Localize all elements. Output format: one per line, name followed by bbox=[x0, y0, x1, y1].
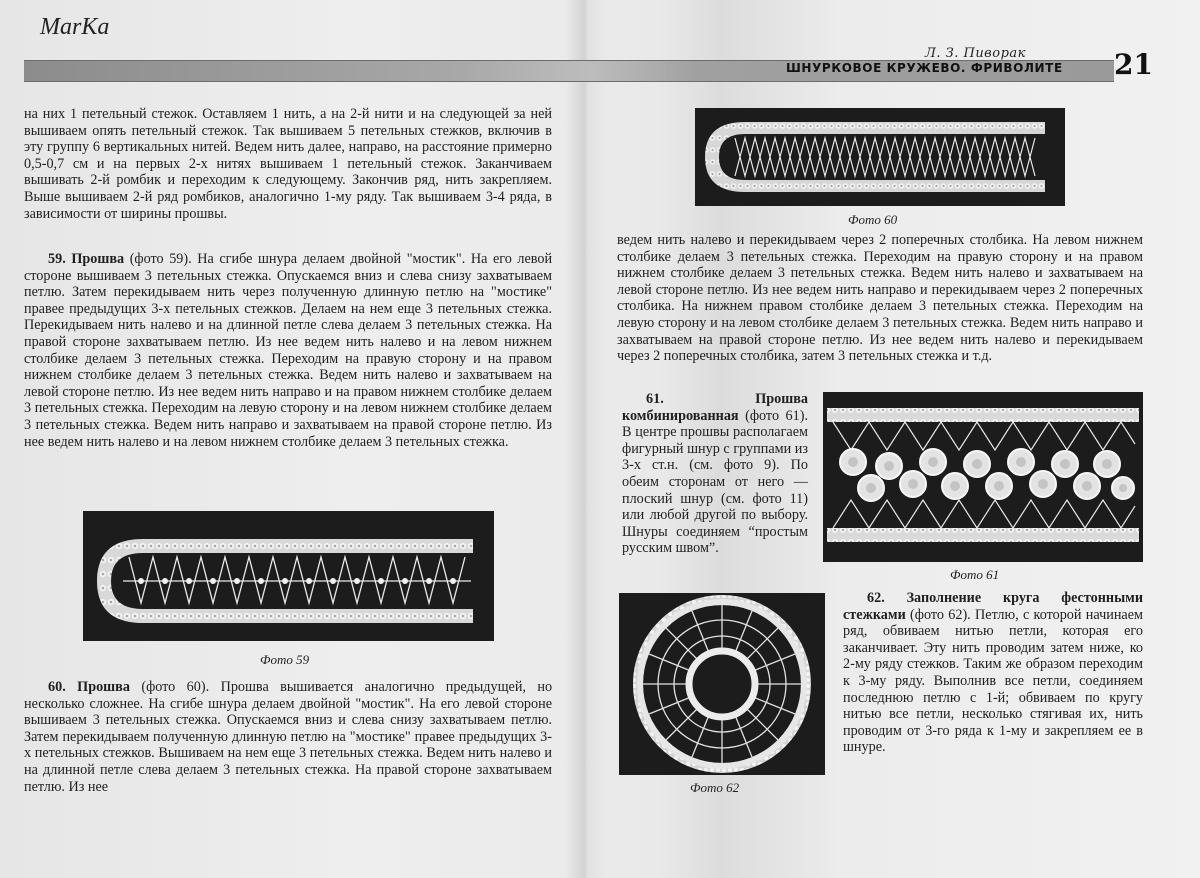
photo-59-caption: Фото 59 bbox=[260, 652, 310, 667]
page-number: 21 bbox=[1114, 48, 1153, 81]
photo-62-caption: Фото 62 bbox=[690, 780, 740, 795]
header-title: ШНУРКОВОЕ КРУЖЕВО. ФРИВОЛИТЕ bbox=[786, 61, 1063, 75]
section-60-text: Прошва вышивается аналогично предыдущей, но несколько сложнее. На сгибе шнура делаем двойной "мостик". На его левой стороне вышиваем 3 петельных стежка. Опускаемся вниз и слева снизу захватываем петлю. Затем перекидываем полученную длинную петлю на "мостике" правее предыдущих 3-х петельных стежков. Вышиваем на нем еще 3 петельных стежка. Ведем нить налево и на длинной петле слева делаем 3 петельных стежка. На правой стороне захватываем петлю. Из нее bbox=[24, 679, 553, 795]
section-60-title: Прошва bbox=[77, 679, 130, 695]
intro-paragraph bbox=[24, 106, 552, 222]
section-59-title: Прошва bbox=[71, 251, 125, 267]
section-59 bbox=[24, 251, 552, 450]
section-62-title: Заполнение круга фестонными стежками bbox=[843, 590, 1143, 623]
section-59-text: На сгибе шнура делаем двойной "мостик". На его левой стороне вышиваем 3 петельных стежка. Опускаемся вниз и слева снизу захватываем петлю. Затем перекидываем нить через полученную длинную петлю на "мостике" правее предыдущих 3-х петельных стежков. Делаем на нем еще 3 петельных стежка. Перекидываем нить налево и на длинной петле слева делаем 3 петельных стежка. На правой стороне захватываем петлю. Из нее ведем нить налево и на левом нижнем столбике делаем 3 петельных стежка. Переходим на правую сторону и на правом нижнем столбике делаем 3 петельных стежка. Ведем нить налево и захватываем на левой стороне петлю. Из нее ведем нить направо и на правом нижнем столбике делаем 3 петельных стежка. Переходим на левую сторону и на левом нижнем столбике делаем 3 петельных стежка. Ведем нить направо и захватываем на правой стороне петлю. Из нее ведем нить налево и на левом нижнем столбике делаем 3 петельных стежка. bbox=[24, 251, 553, 450]
section-61-title: Прошва комбинированная bbox=[622, 391, 808, 424]
photo-61-caption: Фото 61 bbox=[950, 567, 1000, 582]
lace-insertion-59-image bbox=[83, 511, 494, 641]
section-62-text: Петлю, с которой начинаем ряд, обвиваем нитью петли, которая его заканчивает. Эту нить проводим затем ниже, ко 2-му ряду стежков. Таким же образом переходим к 3-му ряду. Выполнив все петли, соединяем последнюю петлю с 1-й; обвиваем по кругу нитью все петли, несколько стягивая их, нить проводим от 3-го ряда к 1-му и закрепляем ее в шнуре. bbox=[843, 606, 1144, 756]
lace-insertion-60-image bbox=[695, 108, 1065, 206]
section-61-ref: (фото 61). bbox=[745, 407, 808, 424]
photo-59 bbox=[83, 511, 494, 641]
photo-60 bbox=[695, 108, 1065, 206]
section-61 bbox=[622, 391, 808, 557]
section-61-text: В центре прошвы располагаем фигурный шнур с группами из 3-х ст.н. (см. фото 9). По обеим сторонам от него — плоский шнур (см. фото 11) или любой другой по выбору. Шнуры соединяем “простым русским швом”. bbox=[622, 424, 808, 557]
photo-60-caption: Фото 60 bbox=[848, 212, 898, 227]
continuation-text: ведем нить налево и перекидываем через 2 поперечных столбика. На левом нижнем столбике делаем 3 петельных стежка. Переходим на правую сторону и на правом нижнем столбике делаем 3 петельных стежка. Ведем нить налево и захватываем на левой стороне петлю. Из нее ведем нить направо и перекидываем через 2 поперечных столбика. На нижнем правом столбике делаем 3 петельных стежка. Переходим на левую сторону и на левом столбике делаем 3 петельных стежка. Ведем нить направо и захватываем на правой стороне петлю. Из нее ведем нить налево и перекидываем через 2 поперечных столбика, затем 3 петельных стежка и т.д. bbox=[617, 232, 1143, 365]
section-60-number: 60. bbox=[48, 679, 66, 695]
section-59-number: 59. bbox=[48, 251, 66, 267]
photo-61 bbox=[823, 392, 1143, 562]
lace-insertion-61-image bbox=[823, 392, 1143, 562]
section-61-number: 61. bbox=[646, 391, 664, 407]
photo-62 bbox=[619, 593, 825, 775]
page-spine-shadow bbox=[566, 0, 606, 878]
section-60-ref: (фото 60). bbox=[141, 679, 210, 695]
header-author: Л. З. Пиворак bbox=[925, 46, 1026, 61]
section-62-ref: (фото 62). bbox=[910, 606, 971, 623]
lace-circle-62-image bbox=[619, 593, 825, 775]
section-60 bbox=[24, 679, 552, 795]
intro-text: на них 1 петельный стежок. Оставляем 1 нить, а на 2-й нити и на следующей за ней вышиваем опять петельный стежок. Так вышиваем 5 петельных стежков, включив в эту группу 6 вертикальных нитей. Ведем нить далее, направо, на расстояние примерно 0,5-0,7 см и на первых 2-х нитях вышиваем 1 петельный стежок. Заканчиваем вышивать 2-й ромбик и переходим к следующему. Закончив ряд, нить закрепляем. Выше вышиваем 2-й ряд ромбиков, аналогично 1-му ряду. Так вышиваем 3-4 ряда, в зависимости от ширины прошвы. bbox=[24, 106, 552, 222]
brand-watermark: MarKa bbox=[40, 14, 110, 40]
section-62 bbox=[843, 590, 1143, 756]
section-59-ref: (фото 59). bbox=[129, 251, 192, 267]
section-62-number: 62. bbox=[867, 590, 885, 606]
continuation-paragraph bbox=[617, 232, 1143, 365]
